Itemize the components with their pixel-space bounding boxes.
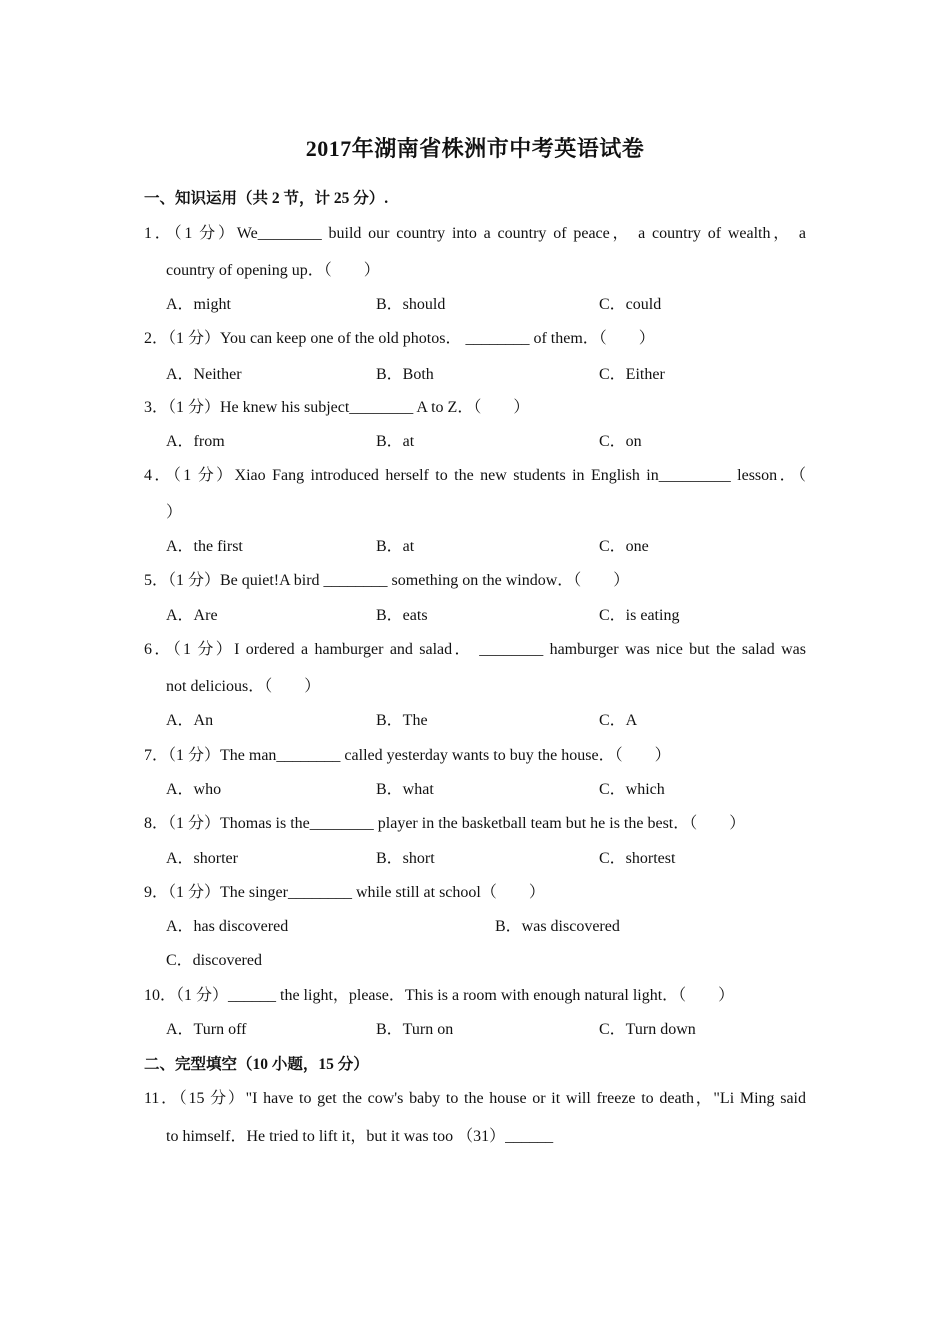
question-10-option-a: A．Turn off bbox=[166, 1021, 247, 1038]
question-4-option-b: B．at bbox=[376, 538, 415, 555]
question-9-option-c: C．discovered bbox=[166, 952, 262, 969]
question-2-stem: 2．（1 分）You can keep one of the old photos． ________ of them．（ ） bbox=[144, 330, 655, 347]
question-5-option-a: A．Are bbox=[166, 607, 218, 624]
question-1-stem-cont: country of opening up．（ ） bbox=[166, 262, 380, 279]
question-1-stem: 1．（1 分）We________ build our country into a country of peace， a country of wealth， a bbox=[144, 225, 806, 242]
question-1-option-b: B．should bbox=[376, 296, 446, 313]
question-10-option-c: C．Turn down bbox=[599, 1021, 696, 1038]
question-7-option-b: B．what bbox=[376, 781, 434, 798]
question-3-option-a: A．from bbox=[166, 433, 225, 450]
question-4-option-c: C．one bbox=[599, 538, 649, 555]
question-6-stem-cont: not delicious．（ ） bbox=[166, 678, 321, 695]
question-6-option-b: B．The bbox=[376, 712, 428, 729]
question-10-stem: 10．（1 分）______ the light，please．This is a room with enough natural light．（ ） bbox=[144, 987, 735, 1004]
question-5-stem: 5．（1 分）Be quiet!A bird ________ something on the window．（ ） bbox=[144, 572, 630, 589]
question-10-option-b: B．Turn on bbox=[376, 1021, 454, 1038]
question-5-option-c: C．is eating bbox=[599, 607, 680, 624]
exam-title: 2017年湖南省株洲市中考英语试卷 bbox=[305, 136, 645, 161]
question-4-stem-cont: ） bbox=[166, 504, 183, 521]
question-4-option-a: A．the first bbox=[166, 538, 243, 555]
question-11-stem: 11．（15 分）"I have to get the cow's baby to the house or it will freeze to death，"Li Ming said bbox=[144, 1090, 806, 1107]
question-9-option-b: B．was discovered bbox=[495, 918, 620, 935]
question-8-option-c: C．shortest bbox=[599, 850, 676, 867]
question-6-option-a: A．An bbox=[166, 712, 214, 729]
question-3-option-b: B．at bbox=[376, 433, 415, 450]
section-heading-knowledge: 一、知识运用（共 2 节，计 25 分）. bbox=[144, 190, 389, 207]
question-9-option-a: A．has discovered bbox=[166, 918, 289, 935]
question-8-stem: 8．（1 分）Thomas is the________ player in the basketball team but he is the best．（ ） bbox=[144, 815, 746, 832]
question-2-option-b: B．Both bbox=[376, 366, 434, 383]
question-3-option-c: C．on bbox=[599, 433, 642, 450]
question-8-option-b: B．short bbox=[376, 850, 435, 867]
question-3-stem: 3．（1 分）He knew his subject________ A to Z．（ ） bbox=[144, 399, 530, 416]
question-7-option-a: A．who bbox=[166, 781, 222, 798]
question-2-option-c: C．Either bbox=[599, 366, 665, 383]
question-1-option-c: C．could bbox=[599, 296, 662, 313]
question-7-stem: 7．（1 分）The man________ called yesterday wants to buy the house．（ ） bbox=[144, 747, 671, 764]
question-9-stem: 9．（1 分）The singer________ while still at school（ ） bbox=[144, 884, 545, 901]
question-8-option-a: A．shorter bbox=[166, 850, 238, 867]
question-1-option-a: A．might bbox=[166, 296, 231, 313]
question-4-stem: 4．（1 分）Xiao Fang introduced herself to the new students in English in_________ lesson．（ bbox=[144, 467, 806, 484]
question-6-option-c: C．A bbox=[599, 712, 638, 729]
question-2-option-a: A．Neither bbox=[166, 366, 242, 383]
question-7-option-c: C．which bbox=[599, 781, 665, 798]
question-6-stem: 6．（1 分）I ordered a hamburger and salad． ________ hamburger was nice but the salad was bbox=[144, 641, 806, 658]
section-heading-cloze: 二、完型填空（10 小题，15 分） bbox=[144, 1056, 369, 1073]
question-5-option-b: B．eats bbox=[376, 607, 428, 624]
question-11-stem-cont: to himself．He tried to lift it，but it was too （31）______ bbox=[166, 1128, 554, 1145]
